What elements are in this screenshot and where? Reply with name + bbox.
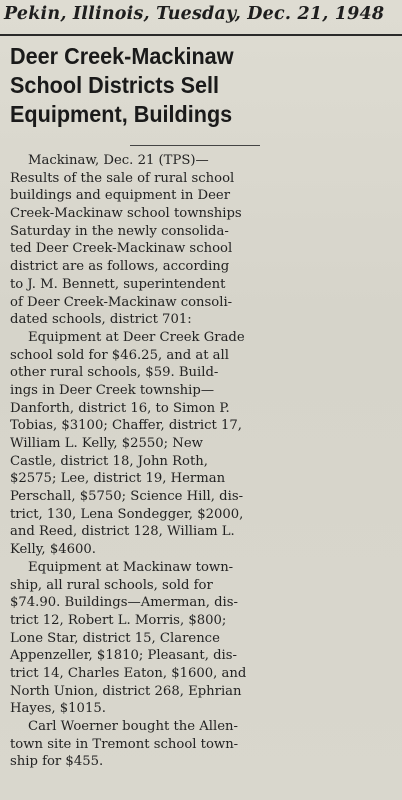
article-line: Hayes, $1015. bbox=[10, 701, 106, 717]
article-line: district are as follows, according bbox=[10, 259, 230, 275]
article-line: Mackinaw, Dec. 21 (TPS)— bbox=[28, 153, 209, 168]
article-line: town site in Tremont school town- bbox=[10, 736, 239, 752]
article-line: trict 12, Robert L. Morris, $800; bbox=[10, 612, 227, 628]
top-rule bbox=[0, 34, 402, 36]
article-line: Saturday in the newly consolida- bbox=[10, 223, 229, 239]
article-line: Equipment at Mackinaw town- bbox=[28, 559, 234, 575]
article-line: Kelly, $4600. bbox=[10, 542, 96, 558]
headline-rule bbox=[130, 145, 260, 146]
article-line: $2575; Lee, district 19, Herman bbox=[10, 471, 226, 487]
article-line: ings in Deer Creek township— bbox=[10, 382, 215, 398]
article-line: trict 14, Charles Eaton, $1600, and bbox=[10, 665, 247, 681]
article-line: buildings and equipment in Deer bbox=[10, 188, 230, 204]
article-line: of Deer Creek-Mackinaw consoli- bbox=[10, 294, 233, 310]
article-line: ship for $455. bbox=[10, 754, 104, 770]
article-line: and Reed, district 128, William L. bbox=[10, 524, 235, 540]
article-line: $74.90. Buildings—Amerman, dis- bbox=[10, 595, 238, 611]
article-line: ted Deer Creek-Mackinaw school bbox=[10, 241, 233, 257]
article-line: Carl Woerner bought the Allen- bbox=[28, 719, 238, 734]
article-line: William L. Kelly, $2550; New bbox=[10, 436, 203, 451]
article-line: Lone Star, district 15, Clarence bbox=[10, 630, 220, 646]
article-line: Results of the sale of rural school bbox=[10, 170, 235, 186]
article-line: school sold for $46.25, and at all bbox=[10, 347, 229, 363]
article-line: dated schools, district 701: bbox=[10, 312, 192, 328]
headline-line: Equipment, Buildings bbox=[10, 101, 233, 127]
article-line: trict, 130, Lena Sondegger, $2000, bbox=[10, 506, 244, 522]
article-line: Perschall, $5750; Science Hill, dis- bbox=[10, 489, 244, 505]
headline-line: Deer Creek-Mackinaw bbox=[10, 43, 234, 69]
dateline: Pekin, Illinois, Tuesday, Dec. 21, 1948 bbox=[4, 4, 385, 24]
article-line: Creek-Mackinaw school townships bbox=[10, 206, 242, 222]
article-line: Equipment at Deer Creek Grade bbox=[28, 329, 245, 345]
article-body bbox=[10, 152, 328, 771]
article-line: Appenzeller, $1810; Pleasant, dis- bbox=[10, 648, 237, 664]
article-line: to J. M. Bennett, superintendent bbox=[10, 276, 226, 292]
article-line: ship, all rural schools, sold for bbox=[10, 577, 213, 593]
article-line: Castle, district 18, John Roth, bbox=[10, 453, 208, 469]
headline-line: School Districts Sell bbox=[10, 72, 220, 98]
article-line: other rural schools, $59. Build- bbox=[10, 365, 219, 381]
article-line: Tobias, $3100; Chaffer, district 17, bbox=[10, 418, 242, 434]
headline bbox=[10, 42, 341, 129]
article-line: Danforth, district 16, to Simon P. bbox=[10, 400, 230, 416]
article-line: North Union, district 268, Ephrian bbox=[10, 683, 242, 699]
